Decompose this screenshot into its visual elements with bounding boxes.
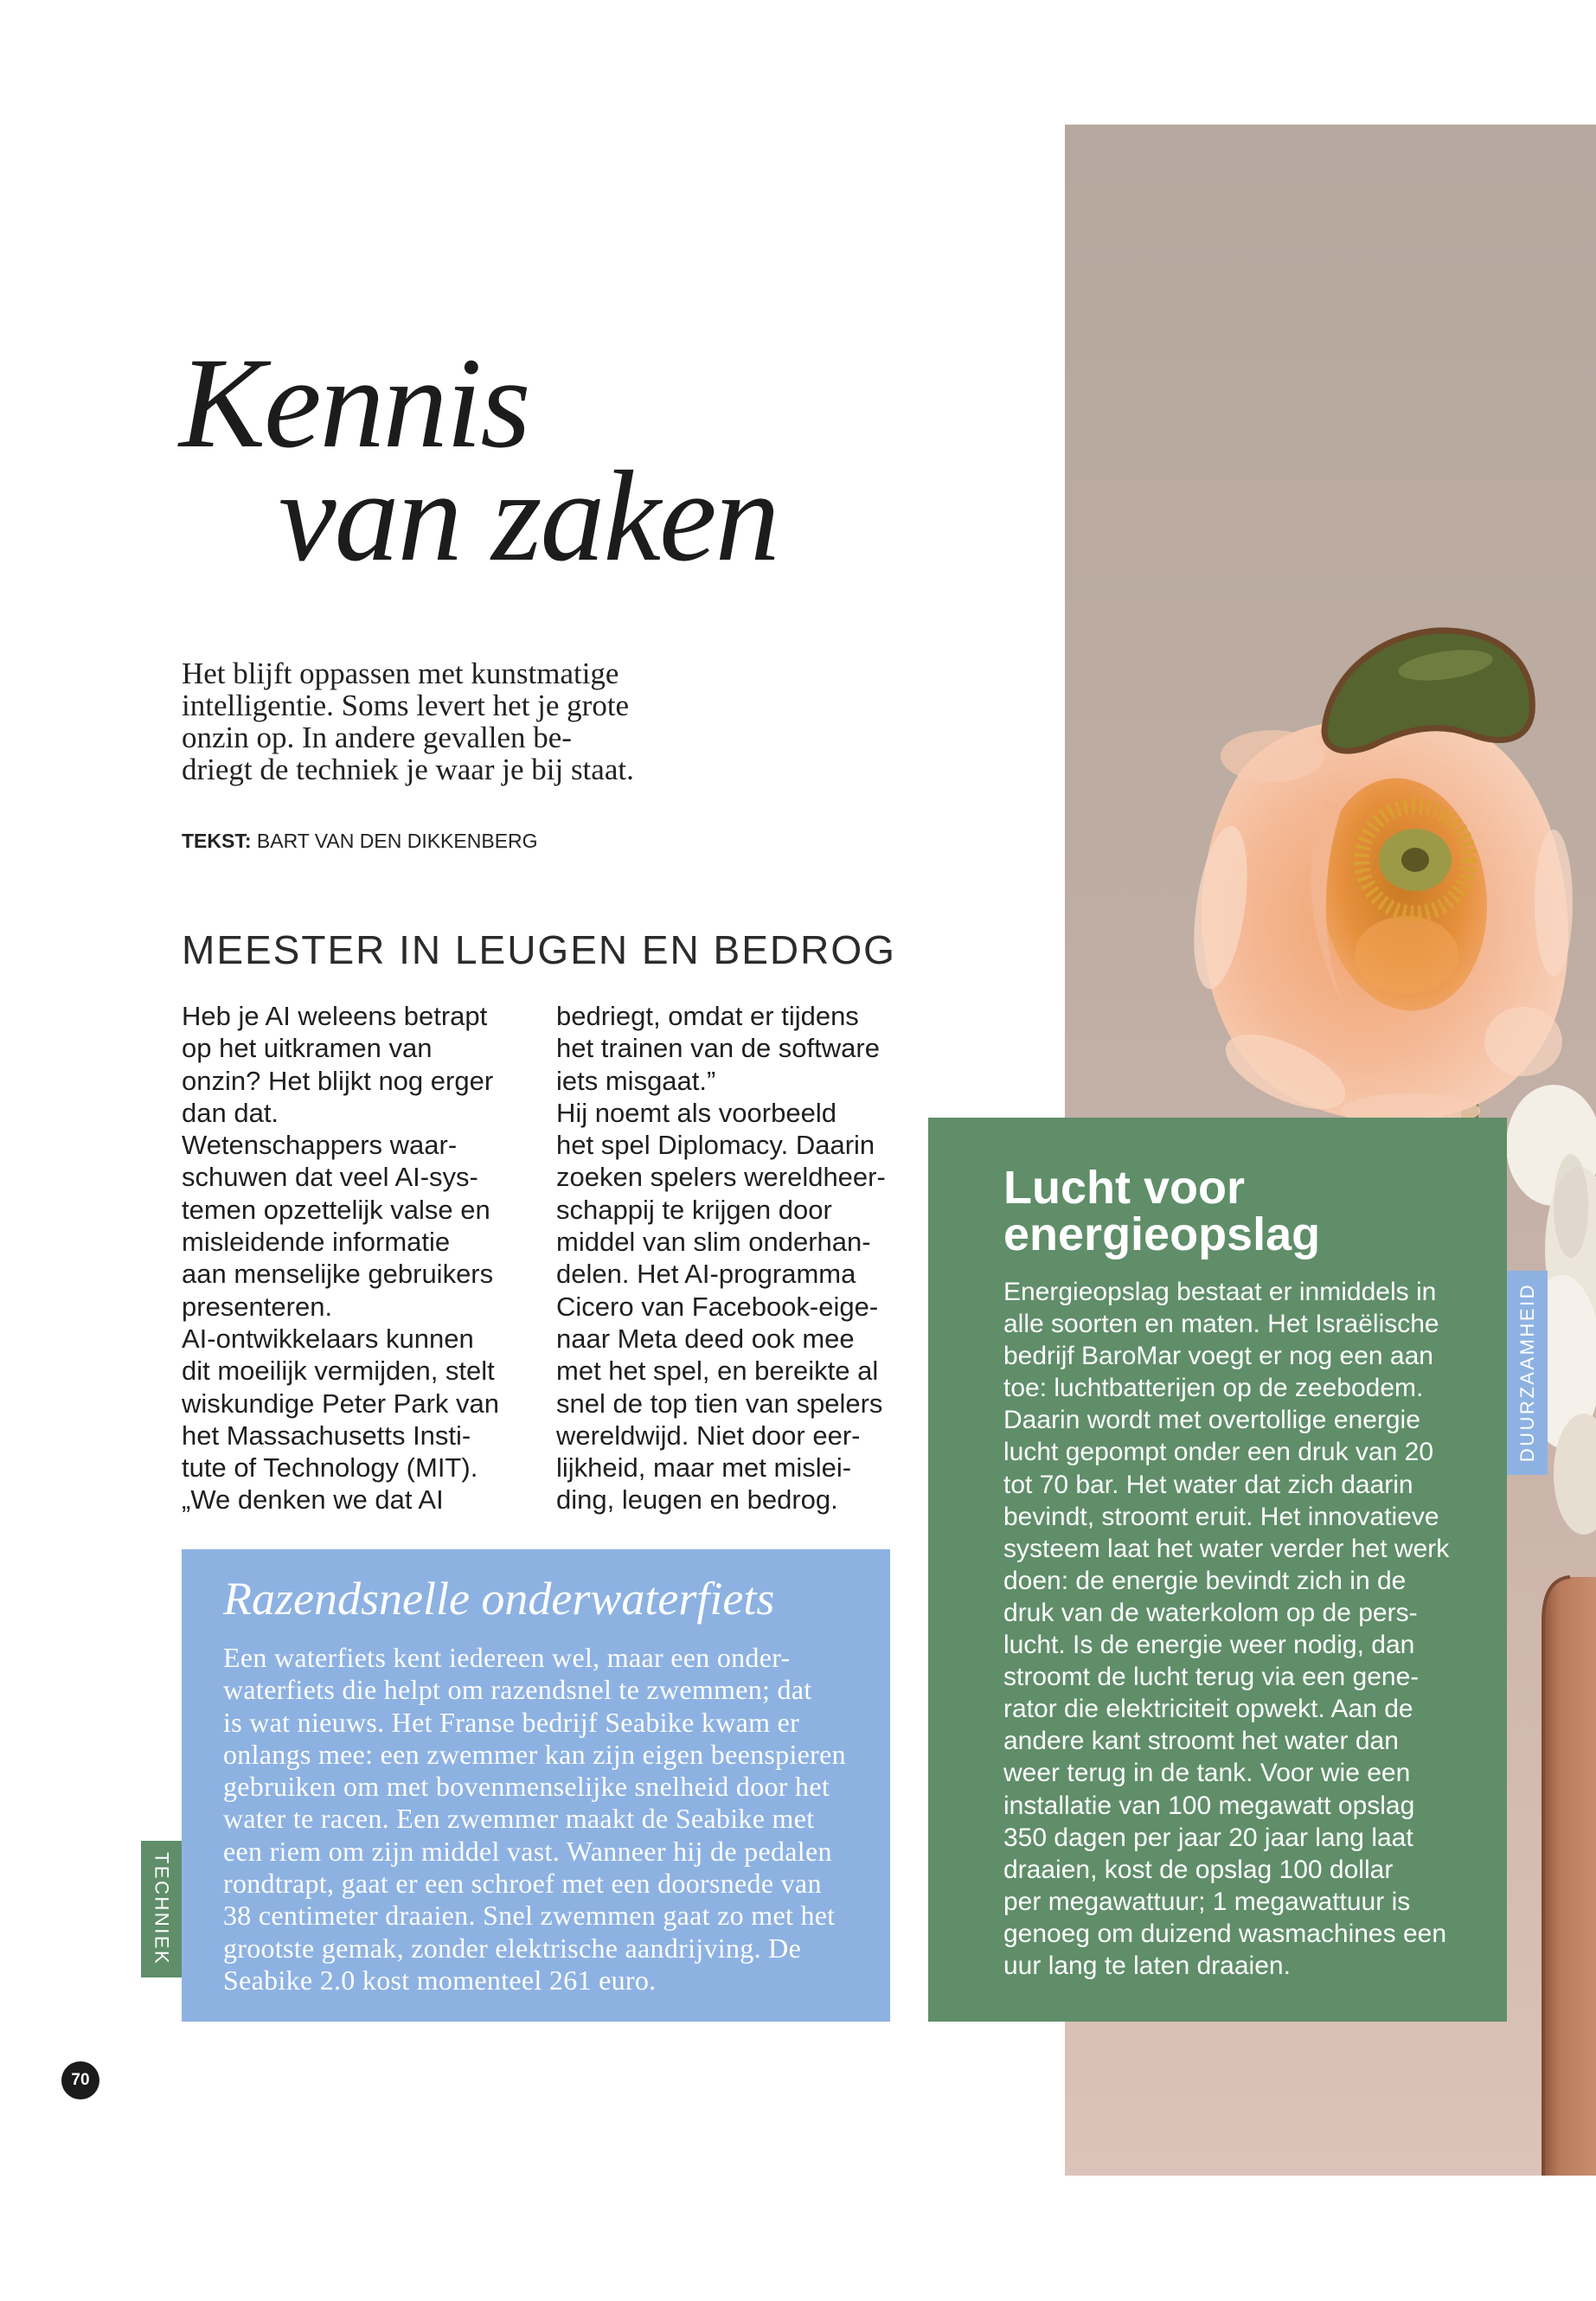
byline bbox=[182, 829, 538, 853]
page-title-line-1: Kennis bbox=[179, 331, 529, 475]
sidebar-box-techniek-body: Een waterfiets kent iedereen wel, maar een onder- waterfiets die helpt om razendsnel te zwemmen; dat is wat nieuws. Het Franse bedrijf Seabike kwam er onlangs mee: een zwemmer kan zijn eigen beenspieren gebruiken om met bovenmenselijke snelheid door het water te racen. Een zwemmer maakt de Seabike met een riem om zijn middel vast. Wanneer hij de pedalen rondtrapt, gaat er een schroef met een doorsnede van 38 centimeter draaien. Snel zwemmen gaat zo met het grootste gemak, zonder elektrische aandrijving. De Seabike 2.0 kost momenteel 261 euro. bbox=[223, 1642, 846, 1996]
page-number: 70 bbox=[71, 2071, 90, 2089]
section-tab-duurzaamheid bbox=[1507, 1271, 1548, 1475]
section-tab-duurzaamheid-label: DUURZAAMHEID bbox=[1516, 1283, 1538, 1463]
sidebar-box-duurzaamheid-body: Energieopslag bestaat er inmiddels in alle soorten en maten. Het Israëlische bedrijf BaroMar voegt er nog een aan toe: luchtbatterijen op de zeebodem. Daarin wordt met overtollige energie lucht gepompt onder een druk van 20 tot 70 bar. Het water dat zich daarin bevindt, stroomt eruit. Het innovatieve systeem laat het water verder het werk doen: de energie bevindt zich in de druk van de waterkolom op de pers- lucht. Is de energie weer nodig, dan stroomt de lucht terug via een gene- rator die elektriciteit opwekt. Aan de andere kant stroomt het water dan weer terug in de tank. Voor wie een installatie van 100 megawatt opslag 350 dagen per jaar 20 jaar lang laat draaien, kost de opslag 100 dollar per megawattuur; 1 megawattuur is genoeg om duizend wasmachines een uur lang te laten draaien. bbox=[1003, 1278, 1450, 1980]
page-title-line-2: van zaken bbox=[279, 445, 779, 588]
article-column-2: bedriegt, omdat er tijdens het trainen van de software iets misgaat.” Hij noemt als voorbeeld het spel Diplomacy. Daarin zoeken spelers wereldheer- schappij te krijgen door middel van slim onderhan- delen. Het AI-programma Cicero van Facebook-eige- naar Meta deed ook mee met het spel, en bereikte al snel de top tien van spelers wereldwijd. Niet door eer- lijkheid, maar met mislei- ding, leugen en bedrog. bbox=[556, 1001, 886, 1516]
section-tab-techniek bbox=[141, 1841, 182, 1977]
page-number-badge bbox=[61, 2061, 99, 2099]
section-tab-techniek-label: TECHNIEK bbox=[151, 1852, 173, 1966]
article-column-1: Heb je AI weleens betrapt op het uitkramen van onzin? Het blijkt nog erger dan dat. Wetenschappers waar- schuwen dat veel AI-sys- temen opzettelijk valse en misleidende informatie aan menselijke gebruikers presenteren. AI-ontwikkelaars kunnen dit moeilijk vermijden, stelt wiskundige Peter Park van het Massachusetts Insti- tute of Technology (MIT). „We denken we dat AI bbox=[182, 1001, 500, 1516]
article-heading: MEESTER IN LEUGEN EN BEDROG bbox=[182, 927, 896, 972]
intro-paragraph: Het blijft oppassen met kunstmatige intelligentie. Soms levert het je grote onzin op. In andere gevallen be- driegt de techniek je waar je bij staat. bbox=[182, 657, 634, 786]
sidebar-box-techniek-title: Razendsnelle onderwaterfiets bbox=[223, 1573, 775, 1625]
sidebar-box-techniek bbox=[182, 1549, 890, 2022]
byline-label: TEKST: bbox=[182, 830, 252, 852]
sidebar-box-duurzaamheid bbox=[928, 1118, 1507, 2022]
byline-author: BART VAN DEN DIKKENBERG bbox=[256, 830, 538, 852]
sidebar-box-duurzaamheid-title: Lucht voor energieopslag bbox=[1003, 1162, 1321, 1260]
vase bbox=[1543, 1577, 1596, 2176]
